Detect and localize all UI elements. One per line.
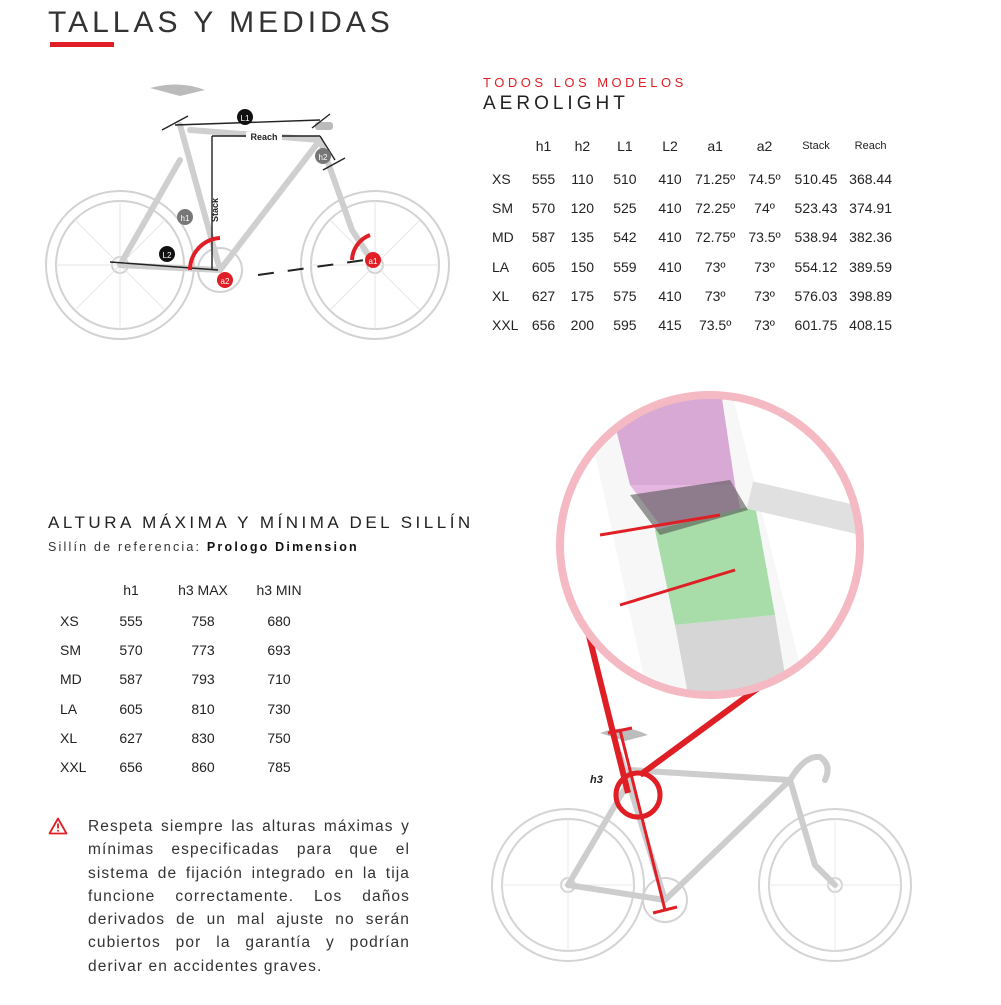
h3-min-cell: 693 [267,641,291,658]
a1-cell: 73º [704,287,726,304]
h1-cell: 605 [119,700,143,717]
geometry-header-l1: L1 [617,138,633,154]
a1-cell: 71.25º [695,170,736,187]
geometry-header-h1: h1 [535,138,552,154]
h3-max-cell: 758 [191,612,215,629]
saddle-reference-model: Prologo Dimension [206,540,359,554]
reach-cell: 374.91 [849,199,892,216]
a2-cell: 73º [754,258,775,275]
section-kicker: TODOS LOS MODELOS [483,75,687,90]
diagram-label-a2: a2 [220,277,230,286]
a1-cell: 73º [704,258,726,275]
stack-cell: 523.43 [794,199,838,216]
geometry-header-row [480,128,900,164]
h1-cell: 570 [119,641,143,658]
size-cell: XS [60,612,79,629]
geometry-header-reach: Reach [854,140,887,152]
saddle-reference-label: Sillín de referencia: [48,540,202,554]
h2-cell: 200 [570,317,595,334]
h3-max-cell: 860 [191,759,215,776]
table-row [50,665,302,694]
l2-cell: 415 [658,317,682,334]
size-cell: MD [60,671,82,688]
h3-max-cell: 830 [191,729,215,746]
l1-cell: 575 [613,287,637,304]
a1-cell: 73.5º [698,317,732,334]
title-underline [50,42,114,47]
table-row [480,310,900,339]
saddle-header-h1: h1 [123,581,139,598]
h1-cell: 627 [119,729,143,746]
geometry-header-a2: a2 [756,138,773,154]
l2-cell: 410 [658,258,682,275]
h1-cell: 627 [531,287,556,304]
table-row [50,635,302,664]
h1-cell: 656 [531,317,556,334]
stack-cell: 554.12 [794,258,838,275]
h2-cell: 120 [570,199,595,216]
a2-cell: 73º [754,317,775,334]
diagram-label-l1: L1 [240,114,250,123]
h3-max-cell: 793 [191,671,215,688]
l2-cell: 410 [658,199,682,216]
warning-icon [48,817,68,835]
a2-cell: 74º [754,199,775,216]
l1-cell: 525 [613,199,637,216]
size-cell: XL [492,287,510,304]
reach-cell: 408.15 [849,317,892,334]
l1-cell: 542 [613,229,637,246]
table-row [50,694,302,723]
saddle-header-size [50,573,112,606]
saddle-header-min: h3 MIN [256,581,302,598]
a1-cell: 72.25º [695,199,736,216]
saddle-header-max: h3 MAX [178,581,228,598]
h1-cell: 656 [119,759,143,776]
size-cell: SM [60,641,81,658]
table-row [480,281,900,310]
h1-cell: 587 [119,671,143,688]
geometry-header-stack: Stack [802,140,830,152]
a2-cell: 73.5º [748,229,781,246]
h2-cell: 150 [570,258,595,275]
size-cell: LA [60,700,78,717]
reach-cell: 398.89 [849,287,892,304]
l1-cell: 510 [613,170,637,187]
size-cell: LA [492,258,510,275]
h1-cell: 587 [531,229,556,246]
size-cell: XS [492,170,511,187]
l1-cell: 559 [613,258,637,275]
h3-max-cell: 773 [191,641,215,658]
reach-cell: 389.59 [849,258,892,275]
h1-cell: 555 [531,170,556,187]
h2-cell: 175 [570,287,595,304]
l2-cell: 410 [658,229,682,246]
a2-cell: 73º [754,287,775,304]
model-name: AEROLIGHT [483,93,629,114]
table-row [480,193,900,222]
diagram-label-h1: h1 [180,214,190,223]
a2-cell: 74.5º [748,170,781,187]
diagram-label-a1: a1 [368,257,378,266]
l2-cell: 410 [658,287,682,304]
page-title: TALLAS Y MEDIDAS [48,6,394,39]
h3-max-cell: 810 [191,700,215,717]
diagram-label-l2: L2 [162,251,172,260]
stack-cell: 538.94 [794,229,838,246]
h3-min-cell: 785 [267,759,291,776]
table-row [50,723,302,752]
reach-cell: 382.36 [849,229,892,246]
h2-cell: 135 [570,229,595,246]
l2-cell: 410 [658,170,682,187]
table-row [480,252,900,281]
diagram-label-h3: h3 [590,774,603,786]
a1-cell: 72.75º [695,229,736,246]
diagram-label-h2: h2 [318,153,328,162]
h3-min-cell: 710 [267,671,291,688]
l1-cell: 595 [613,317,637,334]
geometry-header-l2: L2 [662,138,678,154]
stack-cell: 576.03 [794,287,838,304]
stack-cell: 510.45 [794,170,838,187]
saddle-reference [48,540,359,554]
stack-cell: 601.75 [794,317,838,334]
h1-cell: 605 [531,258,556,275]
size-cell: SM [492,199,513,216]
saddle-header-row [50,573,302,606]
geometry-table [480,128,900,340]
table-row [50,606,302,635]
warning-text: Respeta siempre las alturas máximas y mínimas especificadas para que el sistema de fijación integrado en la tija funcione correctamente. Los daños derivados de un mal ajuste no serán cubiertos por la garantía y podrían derivar en accidentes graves. [88,818,410,975]
geometry-header-size [480,128,524,164]
size-cell: XXL [60,759,87,776]
reach-cell: 368.44 [849,170,892,187]
h3-min-cell: 680 [267,612,291,629]
size-cell: MD [492,229,514,246]
table-row [480,164,900,193]
h1-cell: 570 [531,199,556,216]
diagram-label-stack: Stack [210,197,220,223]
size-cell: XL [60,729,78,746]
table-row [480,223,900,252]
geometry-header-h2: h2 [574,138,591,154]
h2-cell: 110 [571,170,594,187]
h1-cell: 555 [119,612,143,629]
saddle-height-table [50,573,302,782]
bike-geometry-diagram [40,70,450,355]
size-cell: XXL [492,317,519,334]
table-row [50,752,302,781]
h3-min-cell: 730 [267,700,291,717]
saddle-height-title: ALTURA MÁXIMA Y MÍNIMA DEL SILLÍN [48,513,474,532]
geometry-header-a1: a1 [707,138,723,154]
diagram-label-reach: Reach [250,132,278,142]
h3-min-cell: 750 [267,729,291,746]
seatpost-detail-illustration [480,385,980,1000]
